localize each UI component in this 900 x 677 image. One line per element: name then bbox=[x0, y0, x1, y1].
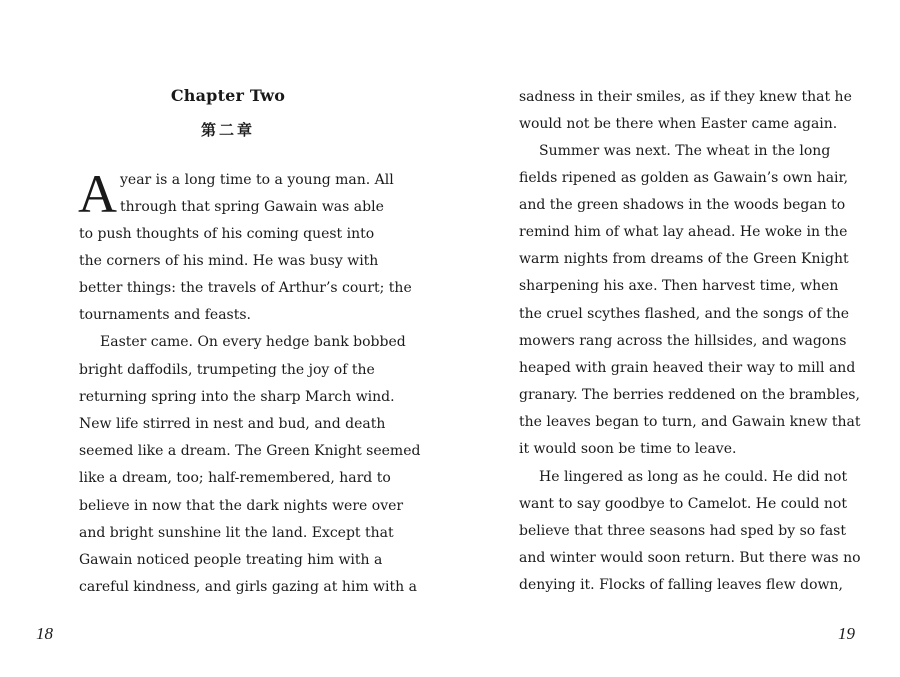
text-line: believe in now that the dark nights were over bbox=[79, 498, 404, 514]
text-line: mowers rang across the hillsides, and wagons bbox=[519, 333, 847, 349]
drop-cap: A bbox=[78, 164, 117, 224]
text-line: New life stirred in nest and bud, and death bbox=[79, 416, 386, 432]
text-line: tournaments and feasts. bbox=[79, 307, 251, 323]
text-line: would not be there when Easter came again. bbox=[519, 116, 838, 132]
text-line: and the green shadows in the woods began to bbox=[519, 197, 846, 213]
chapter-title-chinese: 第二章 bbox=[200, 121, 255, 139]
text-line: the leaves began to turn, and Gawain knew that bbox=[519, 414, 861, 430]
text-line: and winter would soon return. But there was no bbox=[519, 550, 861, 566]
text-line: sadness in their smiles, as if they knew that he bbox=[519, 89, 852, 105]
text-line: warm nights from dreams of the Green Knight bbox=[519, 251, 849, 267]
text-line: Gawain noticed people treating him with a bbox=[79, 552, 383, 568]
chapter-title: Chapter Two bbox=[170, 86, 286, 105]
text-line: the cruel scythes flashed, and the songs of the bbox=[519, 306, 850, 322]
text-line: through that spring Gawain was able bbox=[120, 199, 384, 215]
text-line: want to say goodbye to Camelot. He could not bbox=[519, 496, 847, 512]
text-line: year is a long time to a young man. All bbox=[120, 172, 394, 188]
text-line: the corners of his mind. He was busy with bbox=[79, 253, 379, 269]
page-number: 19 bbox=[838, 624, 855, 643]
text-line: and bright sunshine lit the land. Except that bbox=[79, 525, 394, 541]
text-line: careful kindness, and girls gazing at him with a bbox=[79, 579, 417, 595]
text-line: Summer was next. The wheat in the long bbox=[539, 143, 831, 159]
text-line: sharpening his axe. Then harvest time, when bbox=[519, 278, 839, 294]
text-line: bright daffodils, trumpeting the joy of the bbox=[79, 362, 375, 378]
text-line: returning spring into the sharp March wind. bbox=[79, 389, 395, 405]
text-line: like a dream, too; half-remembered, hard to bbox=[79, 470, 391, 486]
text-line: remind him of what lay ahead. He woke in the bbox=[519, 224, 848, 240]
text-line: to push thoughts of his coming quest into bbox=[79, 226, 375, 242]
text-line: believe that three seasons had sped by so fast bbox=[519, 523, 846, 539]
text-line: fields ripened as golden as Gawain’s own hair, bbox=[519, 170, 849, 186]
text-line: granary. The berries reddened on the brambles, bbox=[519, 387, 860, 403]
text-line: seemed like a dream. The Green Knight seemed bbox=[79, 443, 421, 459]
page-number: 18 bbox=[36, 624, 53, 643]
text-line: better things: the travels of Arthur’s court; the bbox=[79, 280, 412, 296]
text-line: heaped with grain heaved their way to mill and bbox=[519, 360, 856, 376]
text-line: it would soon be time to leave. bbox=[519, 441, 737, 457]
text-line: denying it. Flocks of falling leaves flew down, bbox=[519, 577, 843, 593]
text-line: Easter came. On every hedge bank bobbed bbox=[100, 334, 406, 350]
text-line: He lingered as long as he could. He did not bbox=[539, 469, 848, 485]
